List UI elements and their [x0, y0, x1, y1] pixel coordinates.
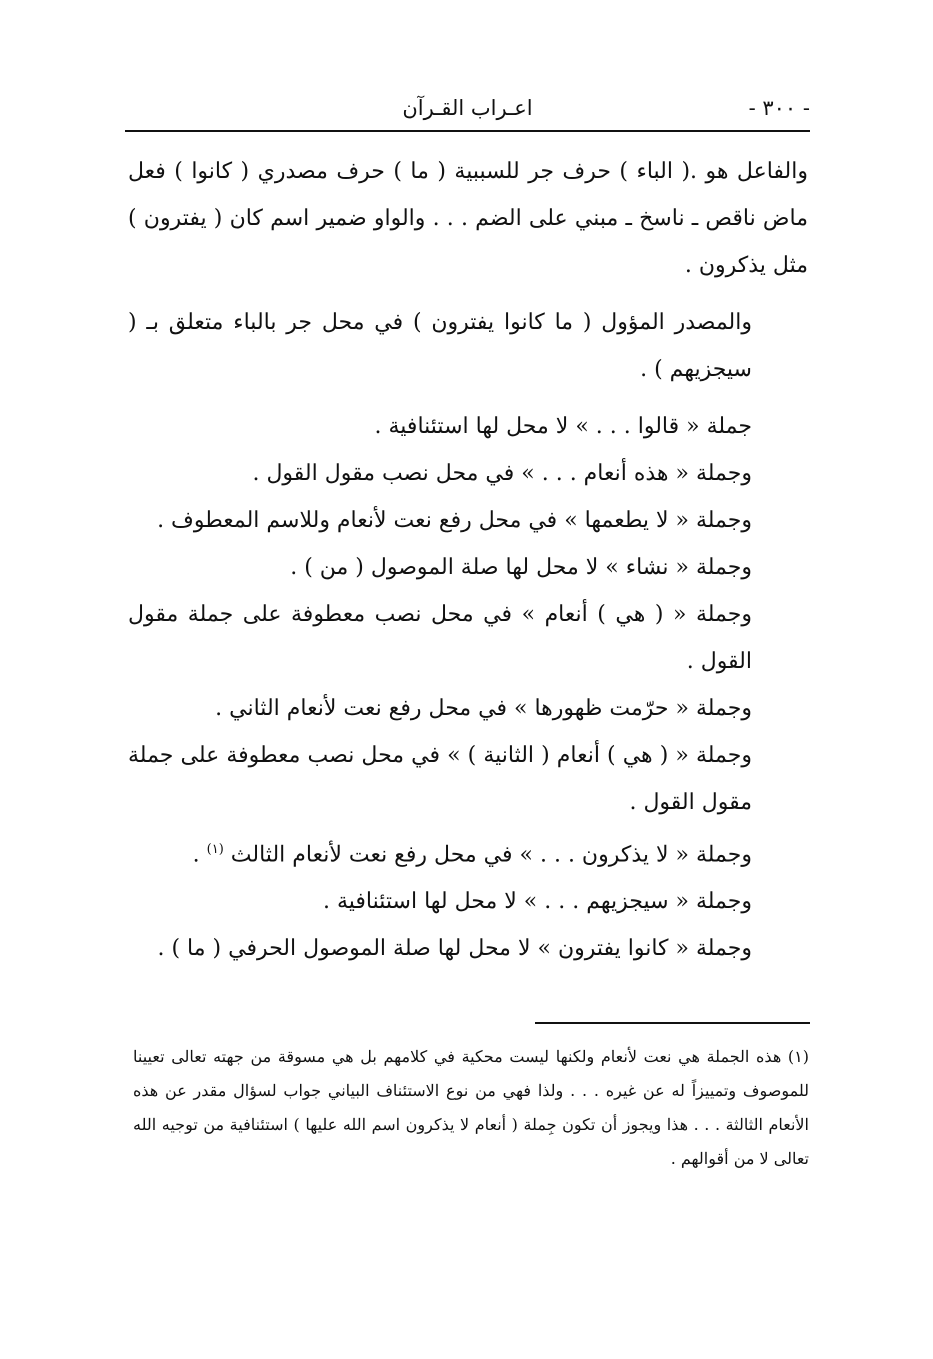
footnote-divider — [535, 1022, 810, 1024]
sentence-line-with-footnote — [128, 826, 808, 878]
header-divider — [125, 130, 810, 132]
sentence-text: وجملة « لا يذكرون . . . » في محل رفع نعت لأنعام الثالث — [230, 842, 752, 868]
footnote-marker: (١) — [206, 842, 224, 857]
sentence-line: وجملة « نشاء » لا محل لها صلة الموصول ( من ) . — [290, 555, 752, 580]
paragraph-gap — [128, 393, 808, 403]
footnote-block — [133, 1040, 809, 1176]
footnote-text: (١) هذه الجملة هي نعت لأنعام ولكنها ليست محكية في كلامهم بل هي مسوقة من جهته تعالى تعيينا للموصوف وتمييزاً له عن غيره . . . ولذا فهي من نوع الاستئناف البياني جواب لسؤال مقدر عن هذه الأنعام الثالثة . . . هذا ويجوز أن تكون جِملة ( أنعام لا يذكرون اسم الله عليها ) استئنافية من توجيه الله تعالى لا من أقوالهم . — [133, 1047, 810, 1168]
sentence-line: وجملة « حرّمت ظهورها » في محل رفع نعت لأنعام الثاني . — [215, 696, 752, 721]
main-text — [128, 148, 808, 972]
sentence-line: وجملة « لا يطعمها » في محل رفع نعت لأنعام وللاسم المعطوف . — [157, 508, 752, 533]
sentence-line: وجملة « سيجزيهم . . . » لا محل لها استئنافية . — [322, 889, 752, 915]
sentence-line: جملة « قالوا . . . » لا محل لها استئنافية . — [374, 414, 752, 439]
sentence-line: وجملة « كانوا يفترون » لا محل لها صلة الموصول الحرفي ( ما ) . — [157, 936, 752, 962]
paragraph-gap — [128, 289, 808, 299]
sentence-end: . — [192, 842, 207, 868]
paragraph-masdar: والمصدر المؤول ( ما كانوا يفترون ) في محل جر بالباء متعلق بـ ( سيجزيهم ) . — [128, 310, 752, 382]
sentence-line: وجملة « هذه أنعام . . . » في محل نصب مقول القول . — [252, 461, 752, 486]
sentence-line: وجملة « ( هي ) أنعام ( الثانية ) » في محل نصب معطوفة على جملة مقول القول . — [128, 743, 752, 815]
page-header — [125, 92, 810, 132]
page-number: - ٣٠٠ - — [748, 96, 810, 120]
running-title: اعـراب القـرآن — [402, 96, 533, 120]
paragraph-fail: والفاعل هو .( الباء ) حرف جر للسببية ( ما ) حرف مصدري ( كانوا ) فعل ماض ناقص ـ ناسخ ـ مبني على الضم . . . والواو ضمير اسم كان ( يفترون ) مثل يذكرون . — [128, 159, 808, 278]
sentence-line: وجملة « ( هي ) أنعام » في محل نصب معطوفة على جملة مقول القول . — [128, 602, 752, 674]
